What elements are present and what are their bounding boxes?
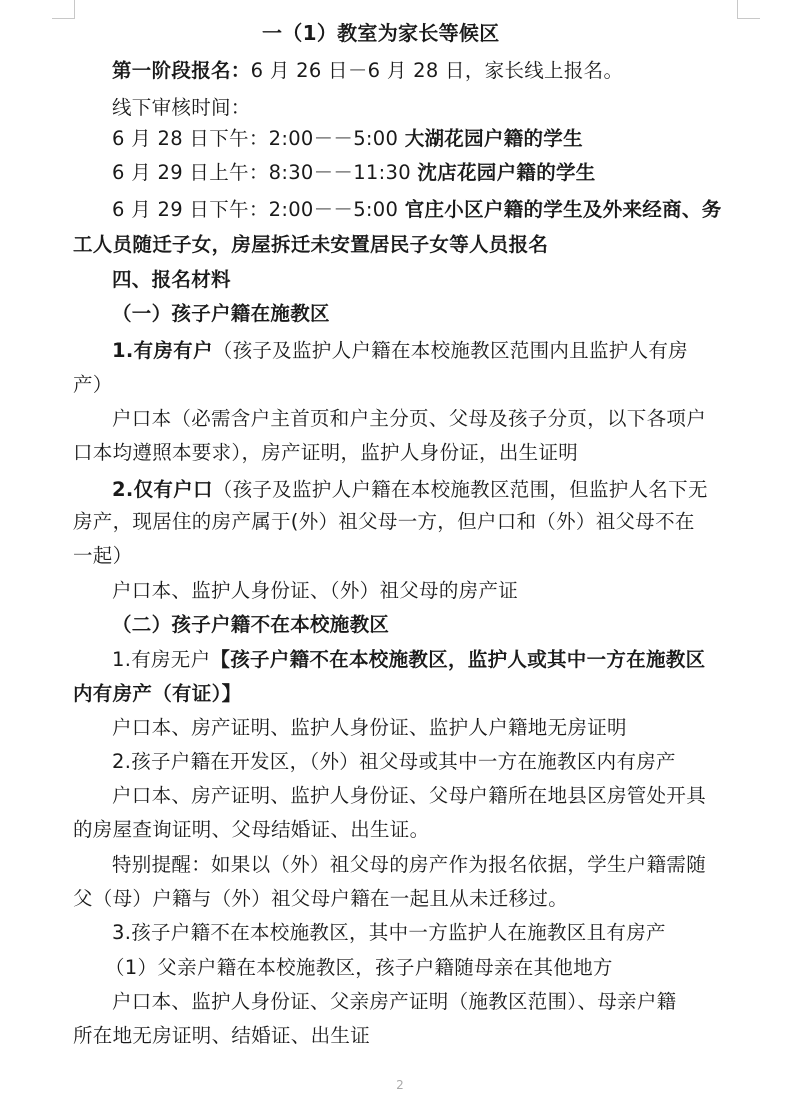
item-text: 【孩子户籍不在本校施教区，监护人或其中一方在施教区	[210, 648, 706, 671]
schedule-who: 官庄小区户籍的学生及外来经商、务	[404, 198, 722, 221]
para-text: （孩子及监护人户籍在本校施教区范围，但监护人名下无	[212, 478, 708, 501]
item-3: 3.孩子户籍不在本校施教区，其中一方监护人在施教区且有房产	[112, 921, 666, 944]
page-number: 2	[396, 1078, 404, 1092]
item-3-docs-cont: 所在地无房证明、结婚证、出生证	[73, 1024, 371, 1047]
para-label: 1.有房有户	[112, 339, 213, 362]
para-2	[112, 477, 708, 503]
schedule-time: 6 月 29 日下午：2:00－－5:00	[112, 198, 405, 221]
item-2-docs: 户口本、房产证明、监护人身份证、父母户籍所在地县区房管处开具	[112, 784, 707, 807]
schedule-time: 6 月 29 日上午：8:30－－11:30	[112, 161, 418, 184]
schedule-item-2	[112, 160, 596, 186]
item-2: 2.孩子户籍在开发区，（外）祖父母或其中一方在施教区内有房产	[112, 750, 676, 773]
schedule-who: 沈店花园户籍的学生	[417, 161, 596, 184]
stage1-label: 第一阶段报名：	[112, 59, 251, 82]
crop-mark-top-left	[52, 0, 75, 19]
stage1-line	[112, 58, 623, 84]
schedule-time: 6 月 28 日下午：2:00－－5:00	[112, 127, 405, 150]
schedule-item-3-cont: 工人员随迁子女，房屋拆迁未安置居民子女等人员报名	[73, 233, 549, 256]
item-3-docs: 户口本、监护人身份证、父亲房产证明（施教区范围）、母亲户籍	[112, 990, 677, 1013]
section-title: 一（1）教室为家长等候区	[262, 21, 500, 45]
para-1-docs: 户口本（必需含户主首页和户主分页、父母及孩子分页，以下各项户	[112, 407, 707, 430]
para-1-cont: 产）	[73, 373, 113, 396]
schedule-item-3	[112, 197, 722, 223]
para-1-docs-cont: 口本均遵照本要求），房产证明，监护人身份证，出生证明	[73, 441, 579, 464]
item-1	[112, 647, 705, 673]
schedule-item-1	[112, 126, 583, 152]
subheading-2: （二）孩子户籍不在本校施教区	[112, 613, 390, 636]
offline-review-label: 线下审核时间：	[112, 96, 251, 119]
para-text: （孩子及监护人户籍在本校施教区范围内且监护人有房	[212, 339, 688, 362]
special-note-cont: 父（母）户籍与（外）祖父母户籍在一起且从未迁移过。	[73, 887, 569, 910]
item-2-docs-cont: 的房屋查询证明、父母结婚证、出生证。	[73, 818, 430, 841]
para-label: 2.仅有户口	[112, 478, 213, 501]
para-1	[112, 338, 688, 364]
special-note: 特别提醒：如果以（外）祖父母的房产作为报名依据，学生户籍需随	[112, 853, 707, 876]
subheading-1: （一）孩子户籍在施教区	[112, 302, 330, 325]
item-3-sub: （1）父亲户籍在本校施教区，孩子户籍随母亲在其他地方	[105, 956, 613, 979]
item-label: 1.有房无户	[112, 648, 211, 671]
heading-materials: 四、报名材料	[112, 268, 231, 291]
para-2-docs: 户口本、监护人身份证、（外）祖父母的房产证	[112, 579, 519, 602]
item-1-docs: 户口本、房产证明、监护人身份证、监护人户籍地无房证明	[112, 716, 627, 739]
item-1-cont: 内有房产（有证）】	[73, 682, 242, 705]
para-2-cont-2: 一起）	[73, 544, 133, 567]
schedule-who: 大湖花园户籍的学生	[404, 127, 583, 150]
para-2-cont: 房产，现居住的房产属于(外）祖父母一方，但户口和（外）祖父母不在	[73, 510, 695, 533]
crop-mark-top-right	[737, 0, 760, 19]
stage1-text: 6 月 26 日－6 月 28 日，家长线上报名。	[250, 59, 624, 82]
